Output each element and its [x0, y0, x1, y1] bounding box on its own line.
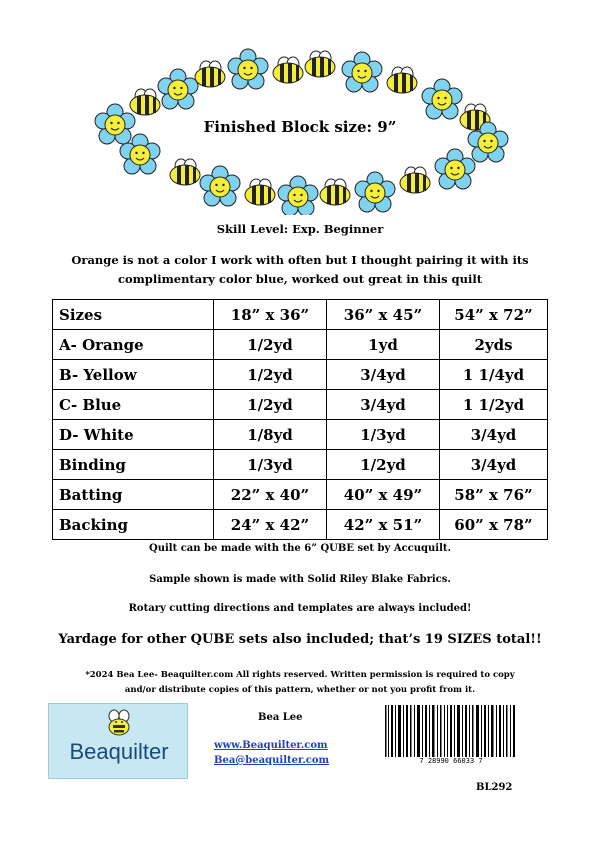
table-row: [53, 360, 548, 390]
copyright-notice: [60, 668, 540, 698]
block-size-title: Finished Block size: 9”: [203, 118, 397, 136]
rotary-note: Rotary cutting directions and templates are always included!: [128, 603, 472, 614]
table-cell: 58” x 76”: [440, 480, 548, 510]
beaquilter-logo: [48, 703, 188, 779]
table-row: [53, 420, 548, 450]
copyright-line-2: and/or distribute copies of this pattern, whether or not you profit from it.: [124, 685, 476, 695]
table-cell: 1/2yd: [214, 330, 327, 360]
table-cell: 60” x 78”: [440, 510, 548, 540]
table-cell: 1yd: [327, 330, 440, 360]
sample-note: Sample shown is made with Solid Riley Blake Fabrics.: [149, 574, 451, 585]
table-cell: 3/4yd: [440, 420, 548, 450]
qube-note: Quilt can be made with the 6” QUBE set by Accuquilt.: [149, 543, 451, 554]
table-header-cell: 36” x 45”: [327, 300, 440, 330]
barcode-number: 7 28990 66033 7: [381, 757, 521, 765]
table-cell: D- White: [53, 420, 214, 450]
website-link[interactable]: www.Beaquilter.com: [214, 740, 328, 751]
table-cell: C- Blue: [53, 390, 214, 420]
bee-icon: [104, 708, 134, 738]
table-header-row: [53, 300, 548, 330]
table-row: [53, 450, 548, 480]
author-name: Bea Lee: [258, 712, 303, 723]
yardage-table: [52, 299, 548, 540]
logo-text: Beaquilter: [69, 739, 169, 764]
table-cell: 1 1/4yd: [440, 360, 548, 390]
table-cell: 3/4yd: [327, 360, 440, 390]
table-cell: 2yds: [440, 330, 548, 360]
table-header-cell: 18” x 36”: [214, 300, 327, 330]
intro-line-1: Orange is not a color I work with often but I thought pairing it with its: [71, 253, 529, 267]
table-row: [53, 510, 548, 540]
table-cell: Backing: [53, 510, 214, 540]
table-row: [53, 330, 548, 360]
table-cell: 1 1/2yd: [440, 390, 548, 420]
table-row: [53, 390, 548, 420]
email-link[interactable]: Bea@beaquilter.com: [214, 755, 330, 766]
table-cell: Binding: [53, 450, 214, 480]
table-cell: 42” x 51”: [327, 510, 440, 540]
table-header-cell: Sizes: [53, 300, 214, 330]
intro-text: [40, 251, 560, 289]
table-cell: 1/2yd: [327, 450, 440, 480]
table-cell: 3/4yd: [327, 390, 440, 420]
table-row: [53, 480, 548, 510]
copyright-line-1: *2024 Bea Lee- Beaquilter.com All rights reserved. Written permission is required to copy: [85, 670, 515, 680]
intro-line-2: complimentary color blue, worked out great in this quilt: [117, 272, 483, 286]
table-cell: A- Orange: [53, 330, 214, 360]
table-cell: Batting: [53, 480, 214, 510]
table-cell: 22” x 40”: [214, 480, 327, 510]
table-cell: 1/2yd: [214, 360, 327, 390]
table-cell: 1/8yd: [214, 420, 327, 450]
table-cell: 3/4yd: [440, 450, 548, 480]
table-cell: B- Yellow: [53, 360, 214, 390]
table-cell: 1/3yd: [214, 450, 327, 480]
table-cell: 1/3yd: [327, 420, 440, 450]
skill-level: Skill Level: Exp. Beginner: [216, 222, 384, 236]
pattern-code: BL292: [476, 782, 513, 793]
table-header-cell: 54” x 72”: [440, 300, 548, 330]
table-cell: 24” x 42”: [214, 510, 327, 540]
yardage-note: Yardage for other QUBE sets also included; that’s 19 SIZES total!!: [58, 632, 542, 647]
table-cell: 40” x 49”: [327, 480, 440, 510]
table-cell: 1/2yd: [214, 390, 327, 420]
